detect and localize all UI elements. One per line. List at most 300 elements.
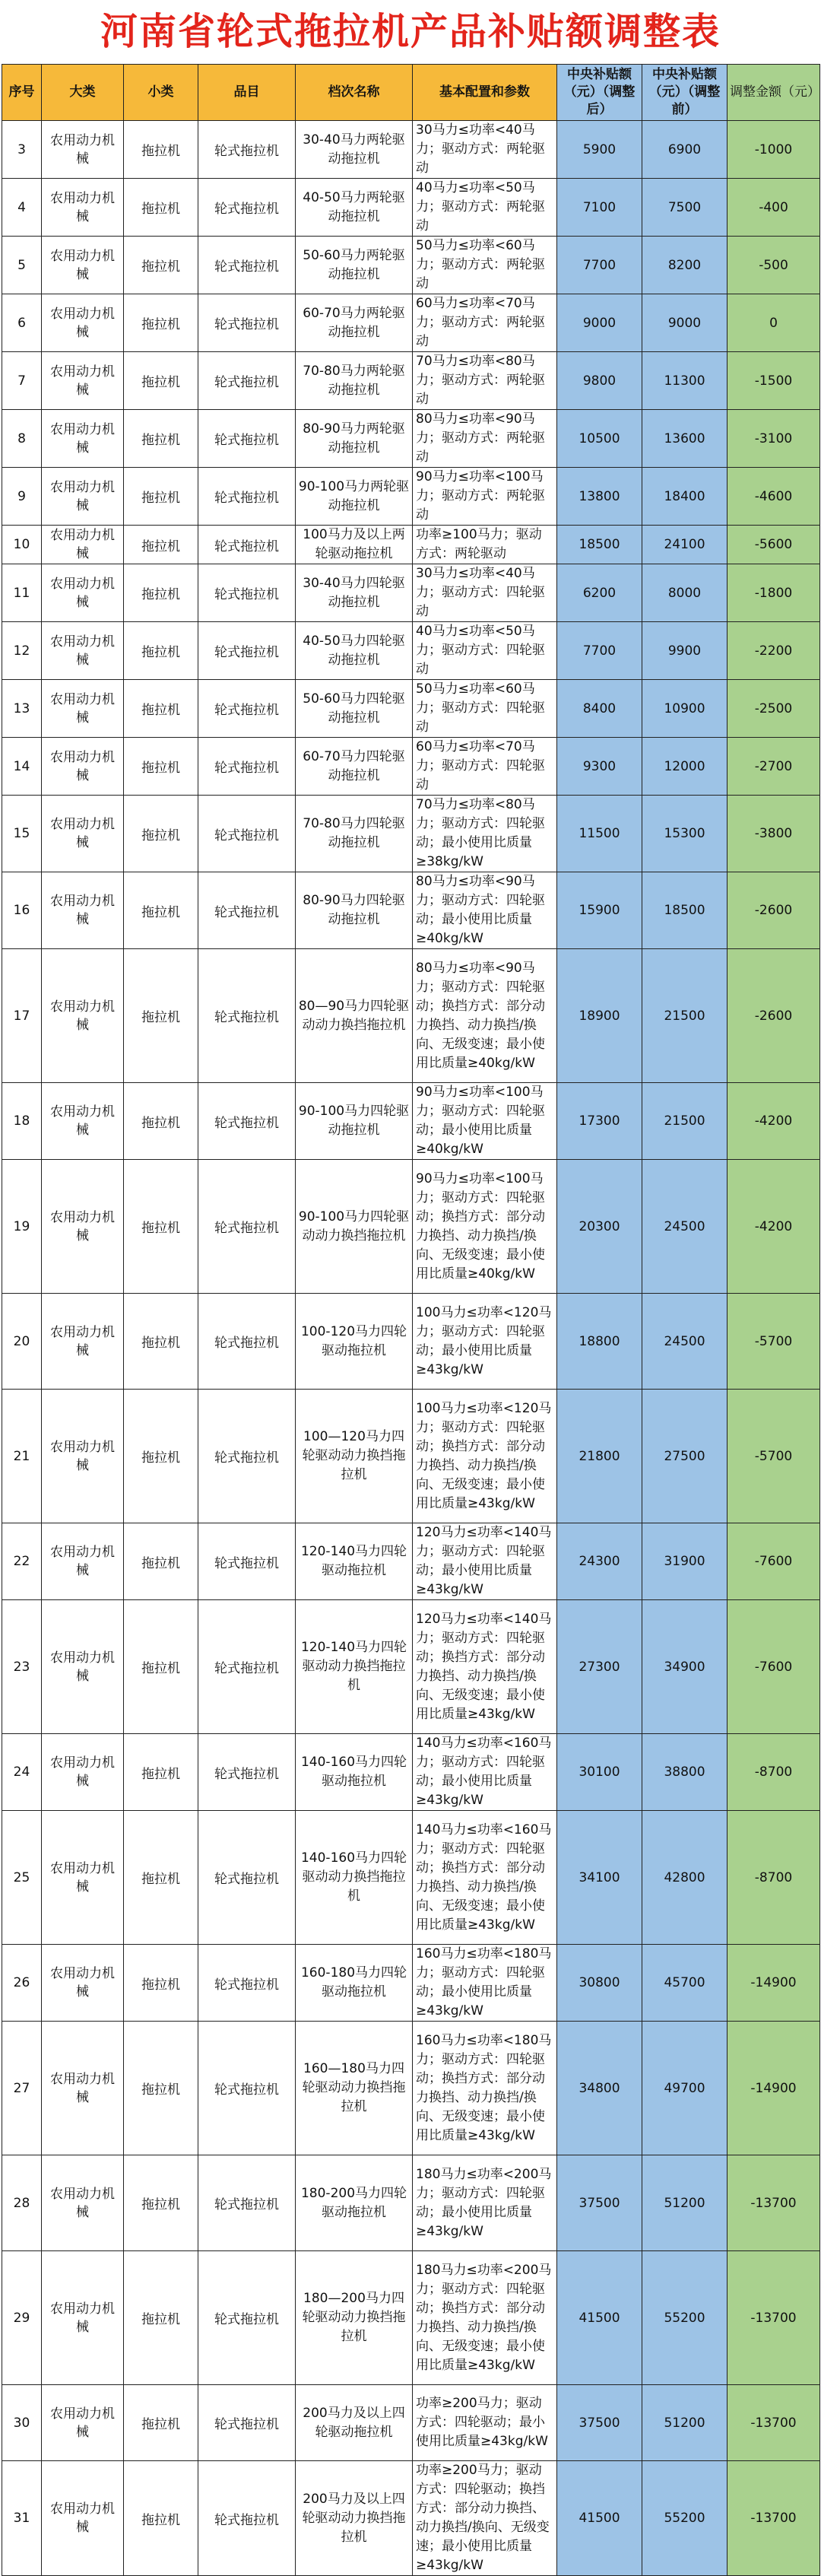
row-number: 7 (2, 352, 42, 410)
table-row (2, 680, 820, 738)
row-subsidy-before: 49700 (642, 2022, 727, 2155)
row-config: 40马力≤功率<50马力；驱动方式：四轮驱动 (413, 622, 557, 680)
table-row (2, 1523, 820, 1600)
row-subcategory: 拖拉机 (124, 2022, 198, 2155)
row-subcategory: 拖拉机 (124, 872, 198, 949)
table-row (2, 2385, 820, 2461)
table-row (2, 622, 820, 680)
row-category: 农用动力机械 (42, 179, 124, 237)
row-category: 农用动力机械 (42, 2251, 124, 2385)
row-subsidy-before: 55200 (642, 2461, 727, 2576)
row-item: 轮式拖拉机 (198, 2385, 296, 2461)
row-subcategory: 拖拉机 (124, 2385, 198, 2461)
row-adjustment: -500 (727, 237, 820, 294)
row-subsidy-after: 9800 (557, 352, 642, 410)
row-config: 80马力≤功率<90马力；驱动方式：四轮驱动；最小使用比质量≥40kg/kW (413, 872, 557, 949)
row-subsidy-after: 34100 (557, 1811, 642, 1945)
row-item: 轮式拖拉机 (198, 2155, 296, 2251)
row-grade-name: 70-80马力两轮驱动拖拉机 (296, 352, 413, 410)
row-adjustment: -13700 (727, 2251, 820, 2385)
row-subsidy-after: 6200 (557, 564, 642, 622)
table-row (2, 738, 820, 796)
row-number: 19 (2, 1160, 42, 1294)
table-row (2, 410, 820, 468)
row-config: 功率≥200马力；驱动方式：四轮驱动；换挡方式：部分动力换挡、动力换挡/换向、无级变速；最小使用比质量≥43kg/kW (413, 2461, 557, 2576)
table-row (2, 564, 820, 622)
row-config: 90马力≤功率<100马力；驱动方式：四轮驱动；换挡方式：部分动力换挡、动力换挡/换向、无级变速；最小使用比质量≥40kg/kW (413, 1160, 557, 1294)
row-subcategory: 拖拉机 (124, 1160, 198, 1294)
row-subsidy-after: 10500 (557, 410, 642, 468)
row-subcategory: 拖拉机 (124, 1294, 198, 1390)
row-item: 轮式拖拉机 (198, 179, 296, 237)
row-number: 6 (2, 294, 42, 352)
row-category: 农用动力机械 (42, 352, 124, 410)
row-config: 功率≥100马力；驱动方式：两轮驱动 (413, 526, 557, 564)
row-grade-name: 100—120马力四轮驱动动力换挡拖拉机 (296, 1390, 413, 1523)
row-subcategory: 拖拉机 (124, 2251, 198, 2385)
row-item: 轮式拖拉机 (198, 352, 296, 410)
row-config: 100马力≤功率<120马力；驱动方式：四轮驱动；最小使用比质量≥43kg/kW (413, 1294, 557, 1390)
row-item: 轮式拖拉机 (198, 1390, 296, 1523)
row-item: 轮式拖拉机 (198, 2022, 296, 2155)
row-subsidy-before: 55200 (642, 2251, 727, 2385)
row-adjustment: -14900 (727, 2022, 820, 2155)
table-row (2, 872, 820, 949)
row-number: 27 (2, 2022, 42, 2155)
row-subsidy-after: 18900 (557, 949, 642, 1083)
row-subcategory: 拖拉机 (124, 2155, 198, 2251)
row-subsidy-before: 31900 (642, 1523, 727, 1600)
row-category: 农用动力机械 (42, 237, 124, 294)
row-category: 农用动力机械 (42, 410, 124, 468)
row-adjustment: -3100 (727, 410, 820, 468)
table-row (2, 1811, 820, 1945)
row-subsidy-after: 41500 (557, 2251, 642, 2385)
row-item: 轮式拖拉机 (198, 121, 296, 179)
row-subsidy-after: 7700 (557, 237, 642, 294)
row-subcategory: 拖拉机 (124, 526, 198, 564)
row-category: 农用动力机械 (42, 1160, 124, 1294)
row-number: 4 (2, 179, 42, 237)
row-subsidy-after: 13800 (557, 468, 642, 526)
row-adjustment: -13700 (727, 2155, 820, 2251)
row-subsidy-after: 18800 (557, 1294, 642, 1390)
row-item: 轮式拖拉机 (198, 237, 296, 294)
row-subcategory: 拖拉机 (124, 237, 198, 294)
row-adjustment: -13700 (727, 2385, 820, 2461)
row-subsidy-before: 9900 (642, 622, 727, 680)
row-subsidy-after: 7100 (557, 179, 642, 237)
row-adjustment: -5700 (727, 1390, 820, 1523)
row-adjustment: -400 (727, 179, 820, 237)
row-adjustment: -2600 (727, 872, 820, 949)
table-row (2, 2022, 820, 2155)
row-number: 17 (2, 949, 42, 1083)
row-category: 农用动力机械 (42, 680, 124, 738)
row-adjustment: -8700 (727, 1734, 820, 1811)
row-number: 9 (2, 468, 42, 526)
row-subcategory: 拖拉机 (124, 738, 198, 796)
row-subsidy-after: 5900 (557, 121, 642, 179)
row-subcategory: 拖拉机 (124, 1083, 198, 1160)
row-number: 10 (2, 526, 42, 564)
row-grade-name: 90-100马力四轮驱动拖拉机 (296, 1083, 413, 1160)
row-number: 14 (2, 738, 42, 796)
row-subcategory: 拖拉机 (124, 1523, 198, 1600)
row-grade-name: 180—200马力四轮驱动动力换挡拖拉机 (296, 2251, 413, 2385)
row-config: 30马力≤功率<40马力；驱动方式：四轮驱动 (413, 564, 557, 622)
row-item: 轮式拖拉机 (198, 1734, 296, 1811)
table-row (2, 179, 820, 237)
row-subsidy-after: 9000 (557, 294, 642, 352)
row-category: 农用动力机械 (42, 872, 124, 949)
row-subcategory: 拖拉机 (124, 796, 198, 872)
row-subsidy-after: 21800 (557, 1390, 642, 1523)
col-item: 品目 (198, 65, 296, 121)
row-config: 80马力≤功率<90马力；驱动方式：两轮驱动 (413, 410, 557, 468)
row-subcategory: 拖拉机 (124, 622, 198, 680)
row-number: 22 (2, 1523, 42, 1600)
col-no: 序号 (2, 65, 42, 121)
table-row (2, 2461, 820, 2576)
row-config: 180马力≤功率<200马力；驱动方式：四轮驱动；最小使用比质量≥43kg/kW (413, 2155, 557, 2251)
row-subsidy-after: 37500 (557, 2385, 642, 2461)
row-adjustment: -14900 (727, 1945, 820, 2022)
table-row (2, 796, 820, 872)
row-subcategory: 拖拉机 (124, 949, 198, 1083)
col-subcategory: 小类 (124, 65, 198, 121)
row-grade-name: 140-160马力四轮驱动动力换挡拖拉机 (296, 1811, 413, 1945)
row-number: 12 (2, 622, 42, 680)
row-number: 15 (2, 796, 42, 872)
row-subcategory: 拖拉机 (124, 121, 198, 179)
row-subsidy-after: 17300 (557, 1083, 642, 1160)
row-adjustment: -4200 (727, 1083, 820, 1160)
row-config: 100马力≤功率<120马力；驱动方式：四轮驱动；换挡方式：部分动力换挡、动力换挡/换向、无级变速；最小使用比质量≥43kg/kW (413, 1390, 557, 1523)
row-subcategory: 拖拉机 (124, 2461, 198, 2576)
row-subsidy-before: 24500 (642, 1294, 727, 1390)
row-grade-name: 100马力及以上两轮驱动拖拉机 (296, 526, 413, 564)
subsidy-table (2, 64, 820, 2576)
row-subsidy-before: 38800 (642, 1734, 727, 1811)
row-grade-name: 180-200马力四轮驱动拖拉机 (296, 2155, 413, 2251)
row-subsidy-before: 24500 (642, 1160, 727, 1294)
row-subsidy-after: 27300 (557, 1600, 642, 1734)
row-item: 轮式拖拉机 (198, 1160, 296, 1294)
row-grade-name: 50-60马力四轮驱动拖拉机 (296, 680, 413, 738)
row-adjustment: -13700 (727, 2461, 820, 2576)
row-adjustment: -7600 (727, 1600, 820, 1734)
table-row (2, 2251, 820, 2385)
row-number: 23 (2, 1600, 42, 1734)
row-grade-name: 40-50马力四轮驱动拖拉机 (296, 622, 413, 680)
row-config: 140马力≤功率<160马力；驱动方式：四轮驱动；换挡方式：部分动力换挡、动力换挡/换向、无级变速；最小使用比质量≥43kg/kW (413, 1811, 557, 1945)
row-adjustment: -8700 (727, 1811, 820, 1945)
row-category: 农用动力机械 (42, 622, 124, 680)
row-grade-name: 100-120马力四轮驱动拖拉机 (296, 1294, 413, 1390)
row-subsidy-after: 30100 (557, 1734, 642, 1811)
table-row (2, 352, 820, 410)
row-item: 轮式拖拉机 (198, 872, 296, 949)
row-subsidy-before: 8000 (642, 564, 727, 622)
table-row (2, 1294, 820, 1390)
row-number: 30 (2, 2385, 42, 2461)
row-subsidy-after: 15900 (557, 872, 642, 949)
row-item: 轮式拖拉机 (198, 1811, 296, 1945)
row-category: 农用动力机械 (42, 294, 124, 352)
row-category: 农用动力机械 (42, 1390, 124, 1523)
row-config: 70马力≤功率<80马力；驱动方式：四轮驱动；最小使用比质量≥38kg/kW (413, 796, 557, 872)
row-subsidy-before: 11300 (642, 352, 727, 410)
row-item: 轮式拖拉机 (198, 468, 296, 526)
row-number: 18 (2, 1083, 42, 1160)
row-config: 50马力≤功率<60马力；驱动方式：两轮驱动 (413, 237, 557, 294)
row-category: 农用动力机械 (42, 121, 124, 179)
row-subcategory: 拖拉机 (124, 294, 198, 352)
row-subcategory: 拖拉机 (124, 1390, 198, 1523)
row-item: 轮式拖拉机 (198, 680, 296, 738)
row-category: 农用动力机械 (42, 1523, 124, 1600)
row-number: 21 (2, 1390, 42, 1523)
row-item: 轮式拖拉机 (198, 738, 296, 796)
row-category: 农用动力机械 (42, 1083, 124, 1160)
table-row (2, 1083, 820, 1160)
row-category: 农用动力机械 (42, 564, 124, 622)
table-row (2, 121, 820, 179)
row-category: 农用动力机械 (42, 1811, 124, 1945)
row-grade-name: 90-100马力两轮驱动拖拉机 (296, 468, 413, 526)
row-adjustment: -2600 (727, 949, 820, 1083)
table-row (2, 1160, 820, 1294)
row-grade-name: 50-60马力两轮驱动拖拉机 (296, 237, 413, 294)
row-category: 农用动力机械 (42, 468, 124, 526)
row-config: 40马力≤功率<50马力；驱动方式：两轮驱动 (413, 179, 557, 237)
page-title: 河南省轮式拖拉机产品补贴额调整表 (100, 10, 721, 53)
row-grade-name: 90-100马力四轮驱动动力换挡拖拉机 (296, 1160, 413, 1294)
row-item: 轮式拖拉机 (198, 949, 296, 1083)
row-config: 功率≥200马力；驱动方式：四轮驱动；最小使用比质量≥43kg/kW (413, 2385, 557, 2461)
row-category: 农用动力机械 (42, 1945, 124, 2022)
row-config: 140马力≤功率<160马力；驱动方式：四轮驱动；最小使用比质量≥43kg/kW (413, 1734, 557, 1811)
row-item: 轮式拖拉机 (198, 1294, 296, 1390)
row-config: 160马力≤功率<180马力；驱动方式：四轮驱动；最小使用比质量≥43kg/kW (413, 1945, 557, 2022)
row-grade-name: 30-40马力两轮驱动拖拉机 (296, 121, 413, 179)
row-subcategory: 拖拉机 (124, 410, 198, 468)
row-number: 11 (2, 564, 42, 622)
row-subsidy-before: 51200 (642, 2385, 727, 2461)
row-subsidy-after: 18500 (557, 526, 642, 564)
row-category: 农用动力机械 (42, 526, 124, 564)
row-item: 轮式拖拉机 (198, 1083, 296, 1160)
row-item: 轮式拖拉机 (198, 1945, 296, 2022)
row-category: 农用动力机械 (42, 2155, 124, 2251)
row-config: 90马力≤功率<100马力；驱动方式：四轮驱动；最小使用比质量≥40kg/kW (413, 1083, 557, 1160)
row-subsidy-after: 24300 (557, 1523, 642, 1600)
row-config: 80马力≤功率<90马力；驱动方式：四轮驱动；换挡方式：部分动力换挡、动力换挡/换向、无级变速；最小使用比质量≥40kg/kW (413, 949, 557, 1083)
row-adjustment: -3800 (727, 796, 820, 872)
table-row (2, 1734, 820, 1811)
row-adjustment: -2700 (727, 738, 820, 796)
row-adjustment: -5600 (727, 526, 820, 564)
table-row (2, 1390, 820, 1523)
row-subsidy-after: 8400 (557, 680, 642, 738)
row-subsidy-before: 10900 (642, 680, 727, 738)
table-row (2, 468, 820, 526)
row-grade-name: 200马力及以上四轮驱动拖拉机 (296, 2385, 413, 2461)
row-subsidy-before: 34900 (642, 1600, 727, 1734)
row-item: 轮式拖拉机 (198, 622, 296, 680)
row-item: 轮式拖拉机 (198, 1523, 296, 1600)
row-number: 20 (2, 1294, 42, 1390)
col-grade: 档次名称 (296, 65, 413, 121)
row-grade-name: 140-160马力四轮驱动拖拉机 (296, 1734, 413, 1811)
row-subsidy-before: 15300 (642, 796, 727, 872)
row-number: 29 (2, 2251, 42, 2385)
row-item: 轮式拖拉机 (198, 796, 296, 872)
row-subsidy-before: 51200 (642, 2155, 727, 2251)
row-number: 25 (2, 1811, 42, 1945)
row-number: 31 (2, 2461, 42, 2576)
col-config: 基本配置和参数 (413, 65, 557, 121)
row-subsidy-after: 30800 (557, 1945, 642, 2022)
table-row (2, 1945, 820, 2022)
row-subcategory: 拖拉机 (124, 468, 198, 526)
row-subsidy-before: 42800 (642, 1811, 727, 1945)
col-subsidy-before: 中央补贴额（元）（调整前） (642, 65, 727, 121)
row-subcategory: 拖拉机 (124, 1734, 198, 1811)
row-grade-name: 160—180马力四轮驱动动力换挡拖拉机 (296, 2022, 413, 2155)
row-adjustment: -5700 (727, 1294, 820, 1390)
row-subsidy-after: 34800 (557, 2022, 642, 2155)
row-grade-name: 80-90马力两轮驱动拖拉机 (296, 410, 413, 468)
row-number: 5 (2, 237, 42, 294)
row-subsidy-before: 9000 (642, 294, 727, 352)
row-subsidy-after: 11500 (557, 796, 642, 872)
row-category: 农用动力机械 (42, 738, 124, 796)
row-subcategory: 拖拉机 (124, 179, 198, 237)
row-subsidy-after: 41500 (557, 2461, 642, 2576)
row-category: 农用动力机械 (42, 796, 124, 872)
row-config: 70马力≤功率<80马力；驱动方式：两轮驱动 (413, 352, 557, 410)
row-config: 60马力≤功率<70马力；驱动方式：四轮驱动 (413, 738, 557, 796)
table-header (2, 65, 820, 121)
row-number: 26 (2, 1945, 42, 2022)
row-subcategory: 拖拉机 (124, 680, 198, 738)
row-number: 16 (2, 872, 42, 949)
row-subcategory: 拖拉机 (124, 1945, 198, 2022)
row-adjustment: -4600 (727, 468, 820, 526)
row-subsidy-before: 27500 (642, 1390, 727, 1523)
row-subsidy-before: 18500 (642, 872, 727, 949)
row-subsidy-before: 12000 (642, 738, 727, 796)
row-item: 轮式拖拉机 (198, 564, 296, 622)
row-grade-name: 80—90马力四轮驱动动力换挡拖拉机 (296, 949, 413, 1083)
row-item: 轮式拖拉机 (198, 294, 296, 352)
row-category: 农用动力机械 (42, 2385, 124, 2461)
row-grade-name: 120-140马力四轮驱动动力换挡拖拉机 (296, 1600, 413, 1734)
table-row (2, 1600, 820, 1734)
row-adjustment: -4200 (727, 1160, 820, 1294)
row-item: 轮式拖拉机 (198, 2251, 296, 2385)
row-number: 3 (2, 121, 42, 179)
row-subsidy-before: 21500 (642, 1083, 727, 1160)
table-body (2, 121, 820, 2576)
row-category: 农用动力机械 (42, 2461, 124, 2576)
row-adjustment: -1500 (727, 352, 820, 410)
row-subcategory: 拖拉机 (124, 352, 198, 410)
row-config: 120马力≤功率<140马力；驱动方式：四轮驱动；换挡方式：部分动力换挡、动力换挡/换向、无级变速；最小使用比质量≥43kg/kW (413, 1600, 557, 1734)
row-config: 160马力≤功率<180马力；驱动方式：四轮驱动；换挡方式：部分动力换挡、动力换挡/换向、无级变速；最小使用比质量≥43kg/kW (413, 2022, 557, 2155)
row-adjustment: -1800 (727, 564, 820, 622)
row-config: 60马力≤功率<70马力；驱动方式：两轮驱动 (413, 294, 557, 352)
row-grade-name: 60-70马力四轮驱动拖拉机 (296, 738, 413, 796)
row-item: 轮式拖拉机 (198, 410, 296, 468)
row-subsidy-before: 45700 (642, 1945, 727, 2022)
row-subcategory: 拖拉机 (124, 564, 198, 622)
row-config: 30马力≤功率<40马力；驱动方式：两轮驱动 (413, 121, 557, 179)
row-item: 轮式拖拉机 (198, 1600, 296, 1734)
row-item: 轮式拖拉机 (198, 2461, 296, 2576)
row-adjustment: 0 (727, 294, 820, 352)
row-category: 农用动力机械 (42, 2022, 124, 2155)
row-subsidy-before: 8200 (642, 237, 727, 294)
row-number: 28 (2, 2155, 42, 2251)
row-item: 轮式拖拉机 (198, 526, 296, 564)
row-category: 农用动力机械 (42, 1734, 124, 1811)
row-subsidy-before: 18400 (642, 468, 727, 526)
row-grade-name: 160-180马力四轮驱动拖拉机 (296, 1945, 413, 2022)
table-row (2, 949, 820, 1083)
row-adjustment: -2500 (727, 680, 820, 738)
row-number: 13 (2, 680, 42, 738)
row-subcategory: 拖拉机 (124, 1600, 198, 1734)
row-grade-name: 30-40马力四轮驱动拖拉机 (296, 564, 413, 622)
row-grade-name: 120-140马力四轮驱动拖拉机 (296, 1523, 413, 1600)
row-config: 50马力≤功率<60马力；驱动方式：四轮驱动 (413, 680, 557, 738)
row-grade-name: 70-80马力四轮驱动拖拉机 (296, 796, 413, 872)
row-grade-name: 80-90马力四轮驱动拖拉机 (296, 872, 413, 949)
row-category: 农用动力机械 (42, 1294, 124, 1390)
table-row (2, 2155, 820, 2251)
row-subcategory: 拖拉机 (124, 1811, 198, 1945)
col-subsidy-after: 中央补贴额（元）（调整后） (557, 65, 642, 121)
row-config: 180马力≤功率<200马力；驱动方式：四轮驱动；换挡方式：部分动力换挡、动力换挡/换向、无级变速；最小使用比质量≥43kg/kW (413, 2251, 557, 2385)
row-adjustment: -2200 (727, 622, 820, 680)
row-grade-name: 200马力及以上四轮驱动动力换挡拖拉机 (296, 2461, 413, 2576)
row-subsidy-after: 9300 (557, 738, 642, 796)
row-number: 8 (2, 410, 42, 468)
row-grade-name: 40-50马力两轮驱动拖拉机 (296, 179, 413, 237)
row-subsidy-after: 37500 (557, 2155, 642, 2251)
row-subsidy-before: 24100 (642, 526, 727, 564)
row-subsidy-before: 13600 (642, 410, 727, 468)
row-adjustment: -7600 (727, 1523, 820, 1600)
col-category: 大类 (42, 65, 124, 121)
table-row (2, 237, 820, 294)
row-number: 24 (2, 1734, 42, 1811)
table-row (2, 294, 820, 352)
row-subsidy-after: 20300 (557, 1160, 642, 1294)
table-row (2, 526, 820, 564)
row-subsidy-before: 21500 (642, 949, 727, 1083)
row-grade-name: 60-70马力两轮驱动拖拉机 (296, 294, 413, 352)
row-config: 90马力≤功率<100马力；驱动方式：两轮驱动 (413, 468, 557, 526)
row-category: 农用动力机械 (42, 1600, 124, 1734)
row-subsidy-before: 7500 (642, 179, 727, 237)
row-category: 农用动力机械 (42, 949, 124, 1083)
row-config: 120马力≤功率<140马力；驱动方式：四轮驱动；最小使用比质量≥43kg/kW (413, 1523, 557, 1600)
row-subsidy-after: 7700 (557, 622, 642, 680)
